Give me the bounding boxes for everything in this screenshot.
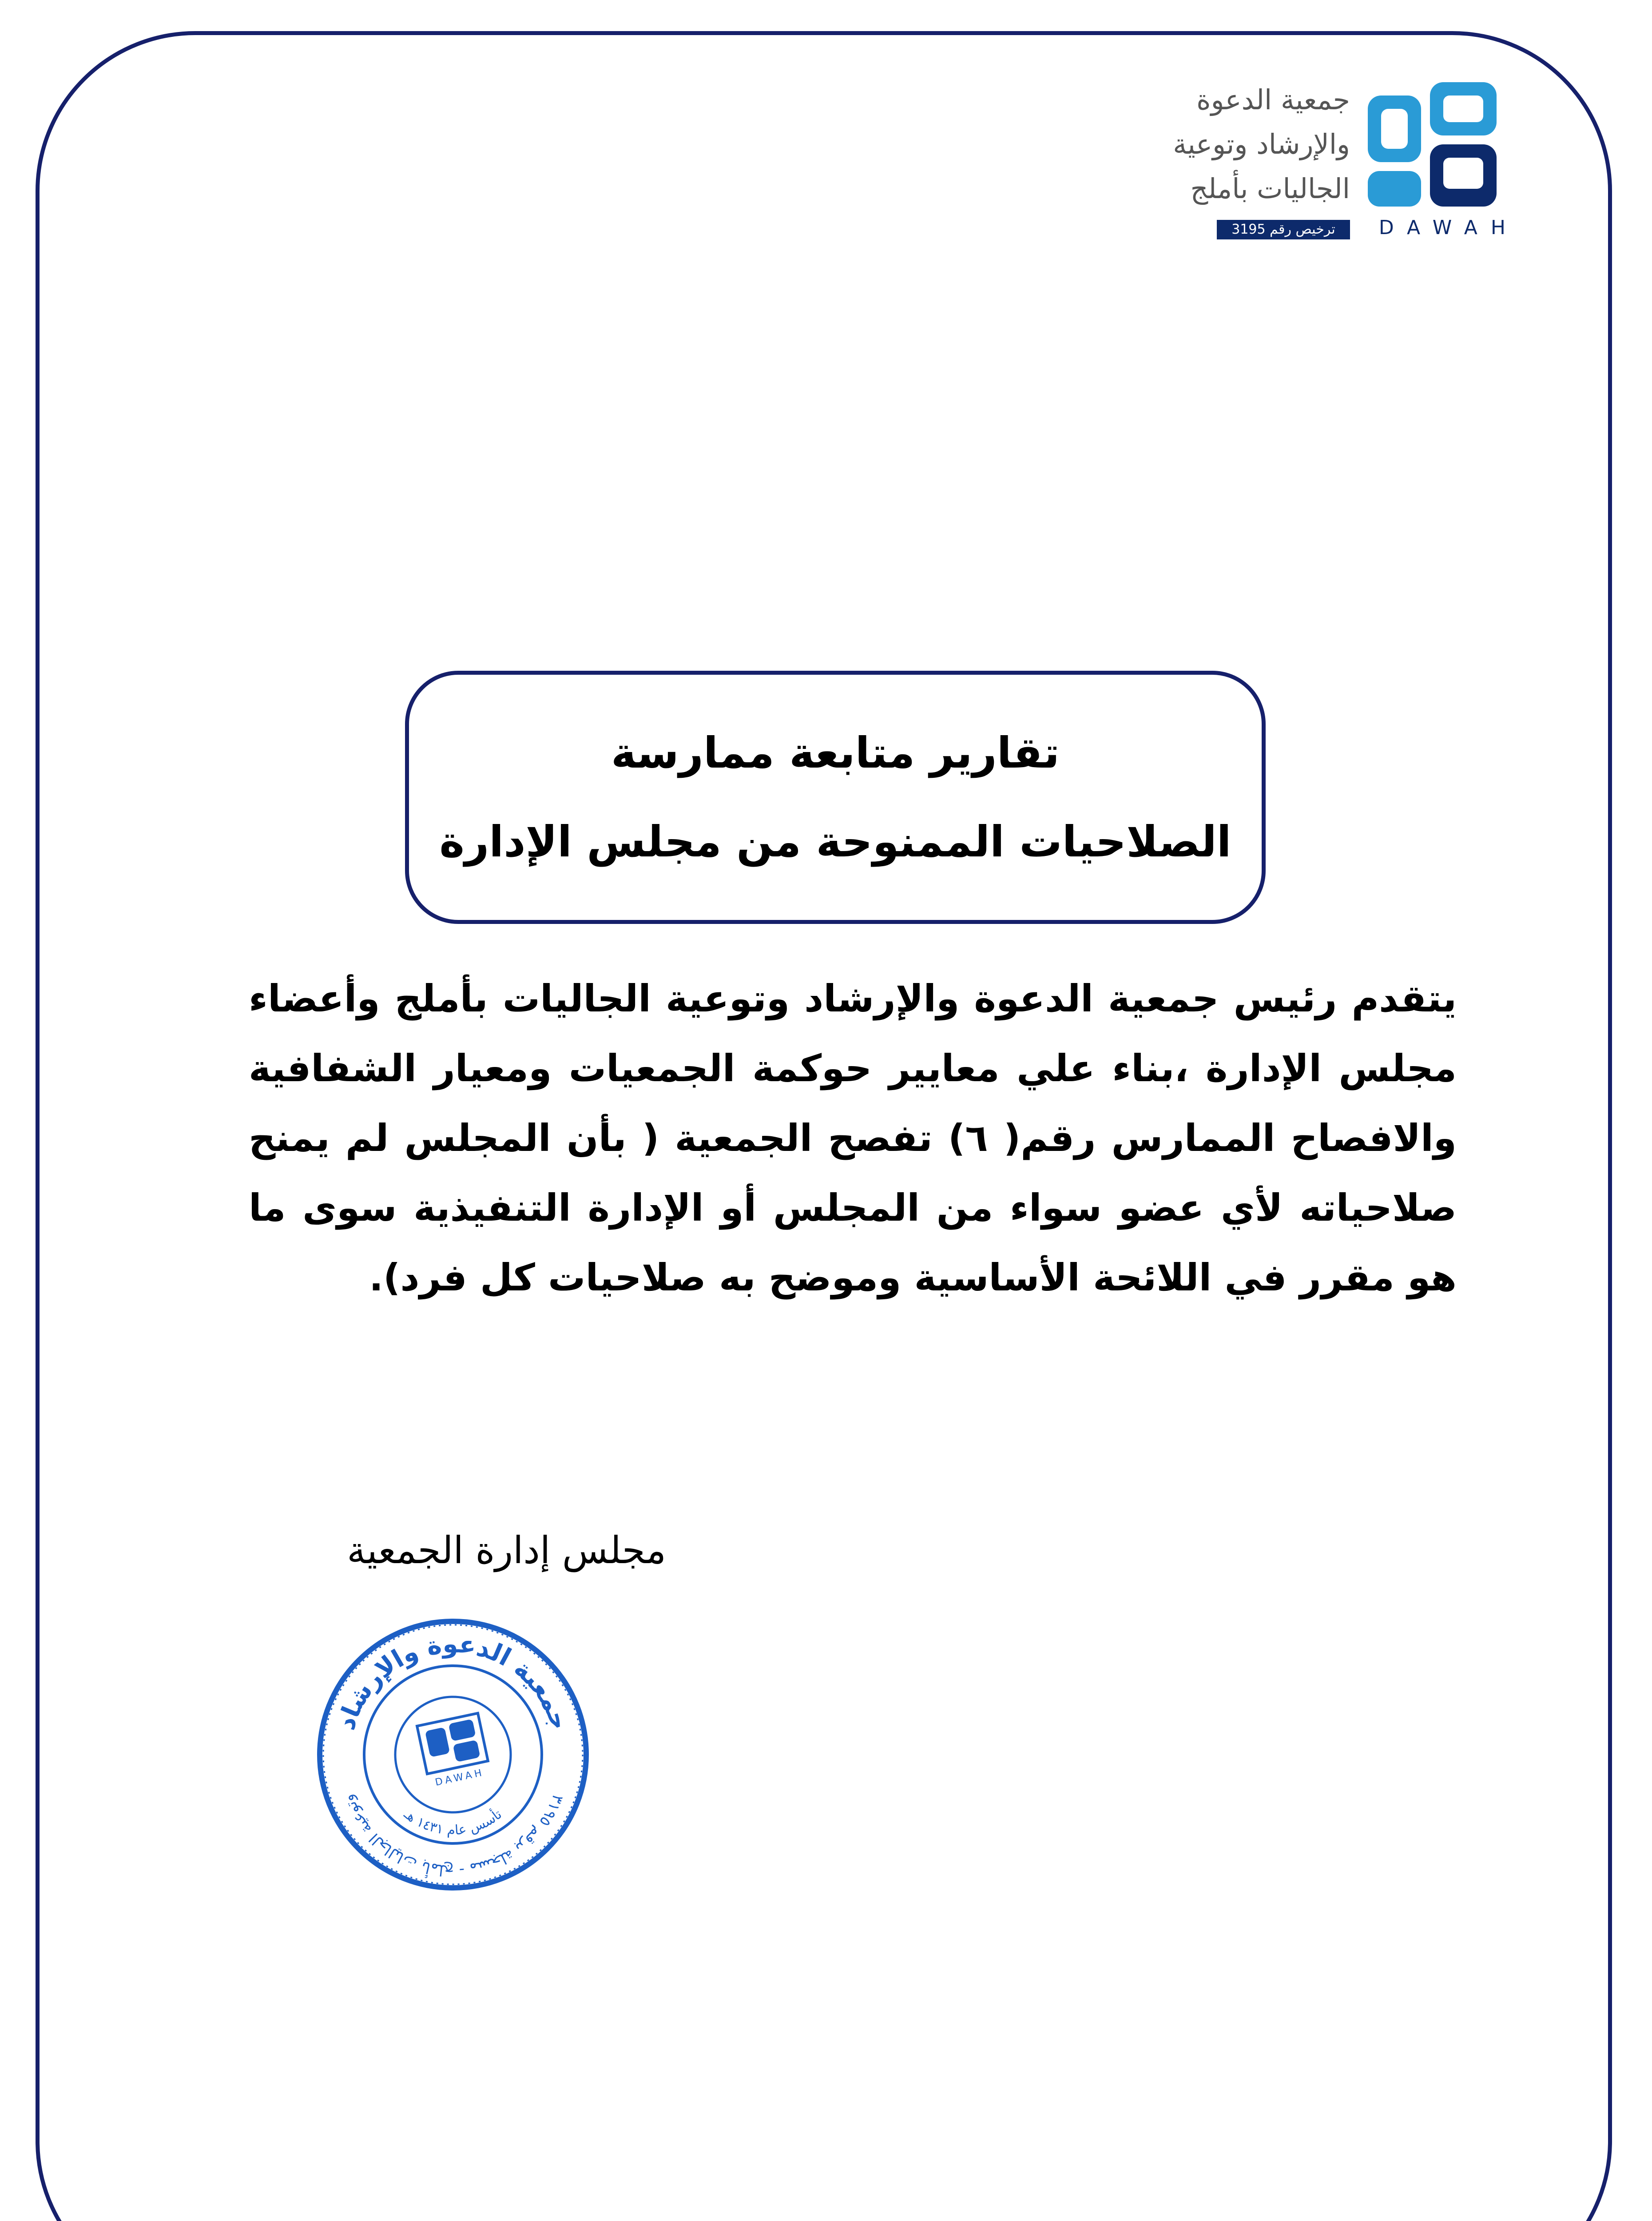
logo-org-name-line: جمعية الدعوة [1196, 84, 1350, 116]
svg-text:تأسس عام ١٤٣١ هـ [401, 1807, 505, 1839]
dawah-logo-icon [1363, 78, 1505, 224]
logo-latin-text: DAWAH [1378, 216, 1519, 239]
body-paragraph: يتقدم رئيس جمعية الدعوة والإرشاد وتوعية الجاليات بأملج وأعضاء مجلس الإدارة ،بناء علي معايير حوكمة الجمعيات ومعيار الشفافية والافصاح الممارس رقم( ٦) تفصح الجمعية ( بأن المجلس لم يمنح صلاحياته لأي عضو سواء من المجلس أو الإدارة التنفيذية سوى ما هو مقرر في اللائحة الأساسية وموضح به صلاحيات كل فرد). [249, 977, 1457, 1299]
stamp-inner-text: تأسس عام ١٤٣١ هـ [401, 1807, 505, 1839]
title-line-2: الصلاحيات الممنوحة من مجلس الإدارة [439, 817, 1231, 867]
license-badge: ترخيص رقم 3195 [1217, 220, 1350, 239]
title-line-1: تقارير متابعة ممارسة [611, 728, 1060, 778]
logo-org-name [1173, 78, 1350, 211]
stamp-bottom-text: وتوعية الجاليات بأملج - مسجلة برقم ٣١٩٥ [339, 1792, 567, 1880]
logo-org-name-line: الجاليات بأملج [1190, 172, 1350, 205]
logo-org-name-line: والإرشاد وتوعية [1173, 128, 1350, 160]
stamp-latin-text: DAWAH [434, 1767, 485, 1788]
official-stamp-icon [311, 1612, 595, 1897]
stamp-top-text: جمعية الدعوة والإرشاد [331, 1629, 575, 1734]
organization-logo [1150, 78, 1519, 247]
title-box [405, 671, 1266, 924]
signature-label: مجلس إدارة الجمعية [347, 1528, 666, 1572]
